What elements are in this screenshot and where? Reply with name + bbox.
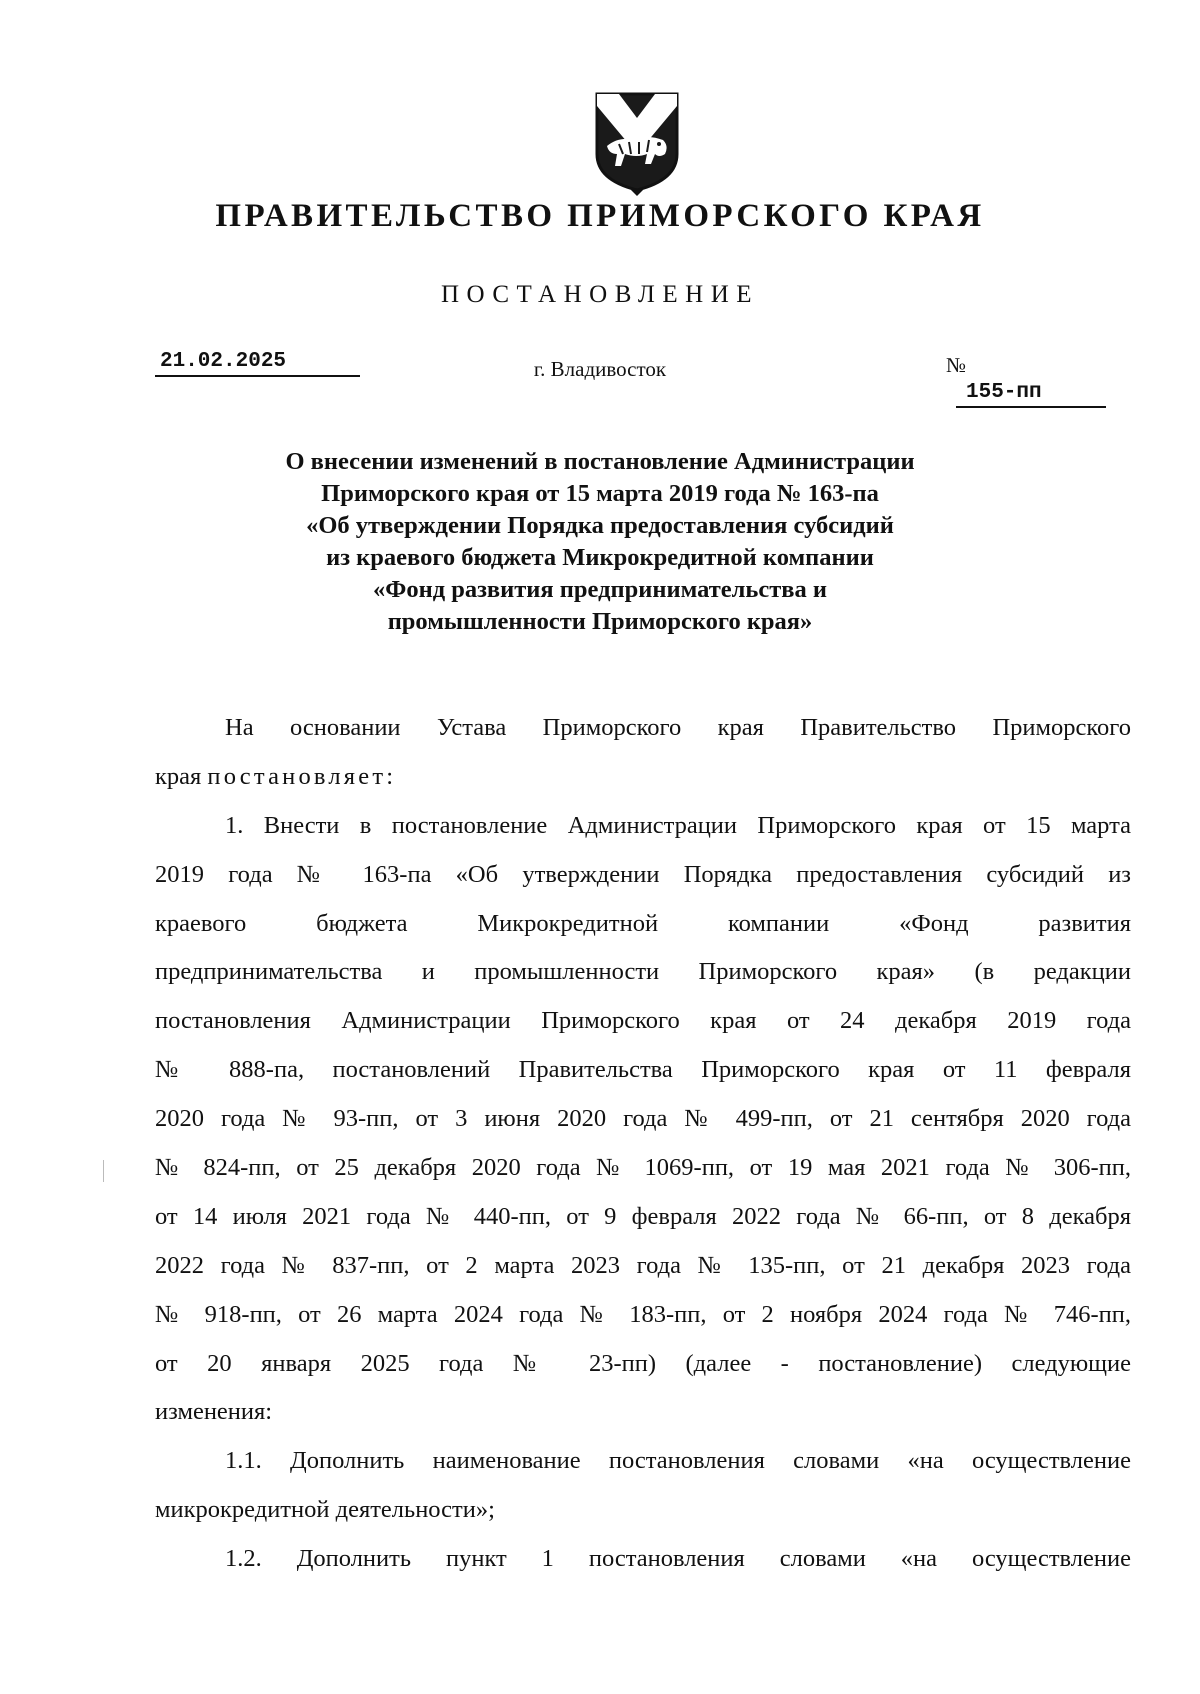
paragraph-line: № 824-пп, от 25 декабря 2020 года № 1069-пп, от 19 мая 2021 года № 306-пп, [155,1154,1131,1182]
paragraph-line: 1. Внести в постановление Администрации Приморского края от 15 марта [225,811,1131,839]
paragraph-line: предпринимательства и промышленности Приморского края» (в редакции [155,958,1131,986]
document-date: 21.02.2025 [155,351,360,377]
document-subject [0,446,1200,638]
number-label: № [946,353,967,377]
document-number [946,353,1126,408]
subject-line: «Об утверждении Порядка предоставления субсидий [306,512,894,539]
document-type: ПОСТАНОВЛЕНИЕ [440,281,760,308]
margin-mark [103,1160,104,1182]
paragraph-line: краевого бюджета Микрокредитной компании «Фонд развития [155,909,1131,937]
government-title: ПРАВИТЕЛЬСТВО ПРИМОРСКОГО КРАЯ [215,198,985,234]
preamble-word: края [155,762,202,790]
paragraph-line: от 20 января 2025 года № 23-пп) (далее - постановление) следующие [155,1349,1131,1377]
paragraph-line: изменения: [155,1398,273,1426]
preamble-line: На основании Устава Приморского края Правительство Приморского [225,714,1131,741]
paragraph-line: 1.1. Дополнить наименование постановления словами «на осуществление [225,1447,1131,1475]
number-value: 155-пп [956,382,1106,408]
subject-line: из краевого бюджета Микрокредитной компании [326,544,874,571]
paragraph-line: постановления Администрации Приморского края от 24 декабря 2019 года [155,1007,1131,1035]
resolves-word: постановляет: [207,762,397,790]
paragraph-line: 2022 года № 837-пп, от 2 марта 2023 года № 135-пп, от 21 декабря 2023 года [155,1251,1131,1279]
paragraph-line: № 918-пп, от 26 марта 2024 года № 183-пп, от 2 ноября 2024 года № 746-пп, [155,1300,1131,1328]
paragraph-line: микрокредитной деятельности»; [155,1496,495,1524]
primorsky-coat-of-arms-icon [589,88,685,196]
document-city: г. Владивосток [533,357,667,381]
paragraph-line: от 14 июля 2021 года № 440-пп, от 9 февраля 2022 года № 66-пп, от 8 декабря [155,1202,1131,1230]
subject-line: промышленности Приморского края» [387,608,813,635]
paragraph-line: 2019 года № 163-па «Об утверждении Порядка предоставления субсидий из [155,860,1131,888]
preamble-line [155,753,1131,802]
paragraph-line: № 888-па, постановлений Правительства Приморского края от 11 февраля [155,1056,1131,1084]
subject-line: «Фонд развития предпринимательства и [373,576,827,603]
subject-line: О внесении изменений в постановление Администрации [285,448,915,475]
document-body [155,704,1131,1584]
subject-line: Приморского края от 15 марта 2019 года № 163-па [321,480,879,507]
paragraph-line: 1.2. Дополнить пункт 1 постановления словами «на осуществление [225,1545,1131,1573]
paragraph-line: 2020 года № 93-пп, от 3 июня 2020 года № 499-пп, от 21 сентября 2020 года [155,1105,1131,1133]
